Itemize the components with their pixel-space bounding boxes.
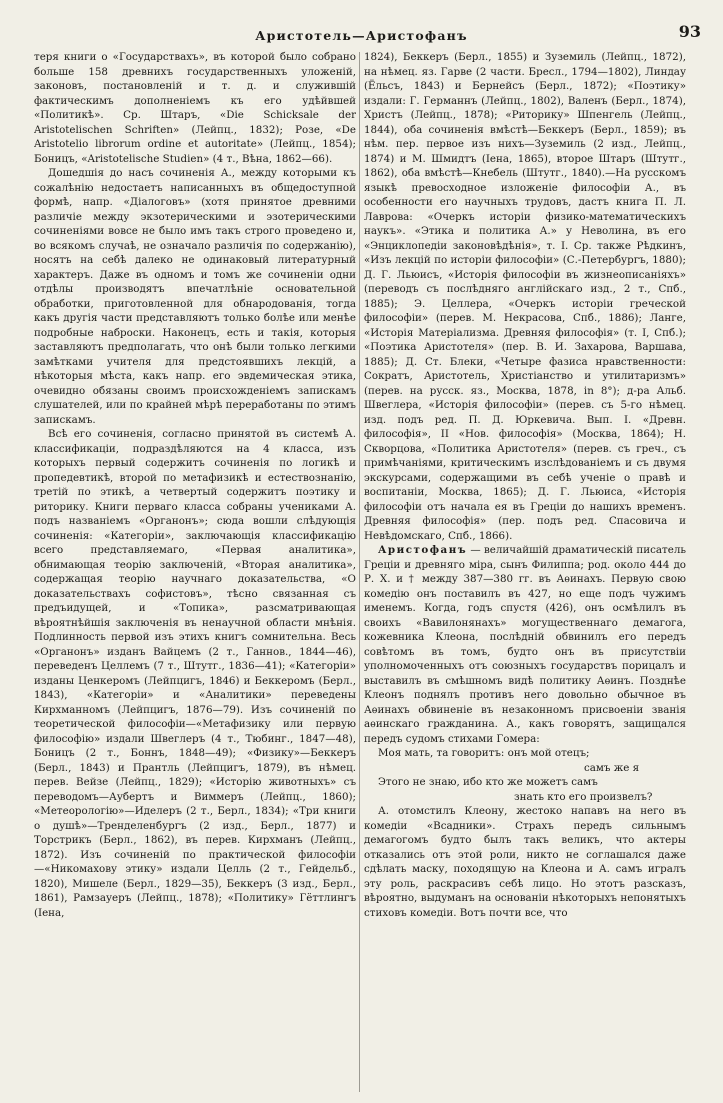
left-paragraph-1: теря книги о «Государствахъ», въ которой было собрано больше 158 древнихъ государственныхъ уложеній, законовъ, постановленій и т. д. и служившій фактическимъ дополненіемъ къ его удѣйвшей «Политикѣ». Ср. Штаръ, «Die Schicksale der Aristotelischen Schriften» (Лейпц., 1832); Розе, «De Aristotelio librorum ordine et autoritate» (Лейпц., 1854); Боницъ, «Aristotelische Studien» (4 т., Вѣна, 1862—66). bbox=[34, 51, 356, 165]
page-number: 93 bbox=[678, 22, 701, 41]
right-column bbox=[364, 50, 686, 1094]
entry-headword: Аристофанъ bbox=[378, 544, 468, 556]
verse-line-2: самъ же я bbox=[584, 761, 640, 774]
entry-aristophanes bbox=[364, 543, 686, 746]
page-header bbox=[0, 22, 723, 46]
verse-line-4: знать кто его произвелъ? bbox=[514, 790, 653, 803]
right-paragraph-1: 1824), Беккеръ (Берл., 1855) и Зуземиль (Лейпц., 1872), на нѣмец. яз. Гарве (2 части. Бресл., 1794—1802), Линдау (Ёльсъ, 1843) и Бернейсъ (Берл., 1872); «Поэтику» издали: Г. Германнъ (Лейпц., 1802), Валенъ (Берл., 1874), Христъ (Лейпц., 1878); «Риторику» Шпенгель (Лейпц., 1844), оба сочиненія вмѣстѣ—Беккеръ (Берл., 1859); въ нѣм. пер. первое изъ нихъ—Зуземиль (2 изд., Лейпц., 1874) и М. Шмидтъ (Іена, 1865), второе Штаръ (Штутг., 1862), оба вмѣстѣ—Кнебель (Штутг., 1840).—На русскомъ языкѣ превосходное изложеніе философіи А., въ особенности его научныхъ трудовъ, дастъ книга П. Л. Лаврова: «Очеркъ исторіи физико-математическихъ наукъ». «Этика и политика А.» у Неволина, въ его «Энциклопедіи законовѣдѣнія», т. I. Ср. также Рѣдкинъ, «Изъ лекцій по исторіи философіи» (С.-Петербургъ, 1880); Д. Г. Льюисъ, «Исторія философіи въ жизнеописаніяхъ» (переводъ съ послѣдняго англійскаго изд., 2 т., Спб., 1885); Э. Целлера, «Очеркъ исторіи греческой философіи» (перев. М. Некрасова, Спб., 1886); Ланге, «Исторія Матеріализма. Древняя философія» (т. I, Спб.); «Поэтика Аристотеля» (пер. В. И. Захарова, Варшава, 1885); Д. Ст. Блеки, «Четыре фазиса нравственности: Сократъ, Аристотель, Христіанство и утилитаризмъ» (перев. на русск. яз., Москва, 1878, in 8°); д-ра Альб. Швеглера, «Исторія философіи» (перев. съ 5-го нѣмец. изд. подъ ред. П. Д. Юркевича. Вып. I. «Древн. философія», II «Нов. философія» (Москва, 1864); Н. Скворцова, «Политика Аристотеля» (перев. съ греч., съ примѣчаніями, критическимъ изслѣдованіемъ и съ двумя экскурсами, содержащими въ себѣ ученіе о правѣ и воспитаніи, Москва, 1865); Д. Г. Льюиса, «Исторія философіи отъ начала ея въ Греціи до нашихъ временъ. Древняя философія» (пер. подъ ред. Спасовича и Невѣдомскаго, Спб., 1866). bbox=[364, 51, 686, 542]
column-divider bbox=[359, 52, 360, 1092]
left-paragraph-3: Всѣ его сочиненія, согласно принятой въ системѣ А. классификаціи, подраздѣляются на 4 класса, изъ которыхъ первый содержитъ сочиненія по логикѣ и пропедевтикѣ, второй по метафизикѣ и естествознанію, третій по этикѣ, а четвертый содержитъ поэтику и риторику. Книги перваго класса собраны учениками А. подъ названіемъ «Органонъ»; сюда вошли слѣдующія сочиненія: «Категоріи», заключающія классификацію всего представляемаго, «Первая аналитика», обнимающая теорію заключеній, «Вторая аналитика», содержащая теорію научнаго доказательства, «О доказательствахъ софистовъ», тѣсно связанная съ предъидущей, и «Топика», разсматривающая вѣроятнѣйшія заключенія въ ненаучной области мнѣнія. Подлинность первой изъ этихъ книгъ сомнительна. Весь «Органонъ» изданъ Вайцемъ (2 т., Ганнов., 1844—46), переведенъ Целлемъ (7 т., Штутг., 1836—41); «Категоріи» изданы Ценкеромъ (Лейпцигъ, 1846) и Беккеромъ (Берл., 1843), «Категоріи» и «Аналитики» переведены Кирхманномъ (Лейпцигъ, 1876—79). Изъ сочиненій по теоретической философіи—«Метафизику или первую философію» издали Швеглеръ (4 т., Тюбинг., 1847—48), Боницъ (2 т., Боннъ, 1848—49); «Физику»—Беккеръ (Берл., 1843) и Прантль (Лейпцигъ, 1879), въ нѣмец. перев. Вейзе (Лейпц., 1829); «Исторію животныхъ» съ переводомъ—Аубертъ и Виммеръ (Лейпц., 1860); «Метеорологію»—Иделеръ (2 т., Берл., 1834); «Три книги о душѣ»—Тренделенбургъ (2 изд., Берл., 1877) и Торстрикъ (Берл., 1862), въ перев. Кирхманъ (Лейпц., 1872). Изъ сочиненій по практической философіи—«Никомахову этику» издали Целль (2 т., Гейдельб., 1820), Мишеле (Берл., 1829—35), Беккеръ (3 изд., Берл., 1861), Рамзауеръ (Лейпц., 1878); «Политику» Гёттлингъ (Іена, bbox=[34, 428, 356, 919]
left-paragraph-2: Дошедшія до насъ сочиненія А., между которыми къ сожалѣнію недостаетъ написанныхъ въ общедоступной формѣ, напр. «Діалоговъ» (хотя принятое древними различіе между экзотерическими и эзотерическими сочиненіями вовсе не было имъ такъ строго проведено и, во всякомъ случаѣ, не означало различія по содержанію), носятъ на себѣ далеко не одинаковый литературный характеръ. Даже въ одномъ и томъ же сочиненіи одни отдѣлы производятъ впечатлѣніе основательной обработки, приготовленной для обнародованія, тогда какъ другія части представляютъ только болѣе или менѣе подробные наброски. Наконецъ, есть и такія, которыя заставляютъ предполагать, что онѣ были только легкими замѣтками учителя для предстоявшихъ лекцій, а нѣкоторыя мѣста, какъ напр. его эвдемическая этика, очевидно обязаны своимъ происхожденіемъ запискамъ слушателей, или по крайней мѣрѣ переработаны по этимъ запискамъ. bbox=[34, 167, 356, 426]
verse-line-3: Этого не знаю, ибо кто же можетъ самъ bbox=[378, 776, 598, 788]
left-column bbox=[34, 50, 356, 1094]
verse-line-1: Моя мать, та говоритъ: онъ мой отецъ; bbox=[378, 747, 590, 759]
right-paragraph-2: А. отомстилъ Клеону, жестоко напавъ на него въ комедіи «Всадники». Страхъ передъ сильнымъ демагогомъ будто былъ такъ великъ, что актеры отказались отъ этой роли, никто не соглашался даже сдѣлать маску, походящую на Клеона и А. самъ игралъ эту роль, раскрасивъ себѣ лицо. Но этотъ разсказъ, вѣроятно, выдуманъ на основаніи нѣкоторыхъ непонятыхъ стиховъ комедіи. Вотъ почти все, что bbox=[364, 805, 686, 919]
entry-body: — величайшій драматическій писатель Греціи и древняго міра, сынъ Филиппа; род. около 444 до Р. Х. и † между 387—380 гг. въ Аѳинахъ. Первую свою комедію онъ поставилъ въ 427, но еще подъ чужимъ именемъ. Когда, годъ спустя (426), онъ осмѣлилъ въ своихъ «Вавилонянахъ» могущественнаго демагога, кожевника Клеона, послѣдній обвинилъ его передъ совѣтомъ въ томъ, будто онъ въ присутствіи уполномоченныхъ отъ союзныхъ государствъ порицалъ и выставилъ въ смѣшномъ видѣ политику Аѳинъ. Позднѣе Клеонъ поднялъ противъ него довольно обычное въ Аѳинахъ обвиненіе въ незаконномъ присвоеніи званія аѳинскаго гражданина. А., какъ говорятъ, защищался передъ судомъ стихами Гомера: bbox=[364, 544, 686, 745]
running-head: Аристотель—Аристофанъ bbox=[255, 28, 468, 43]
